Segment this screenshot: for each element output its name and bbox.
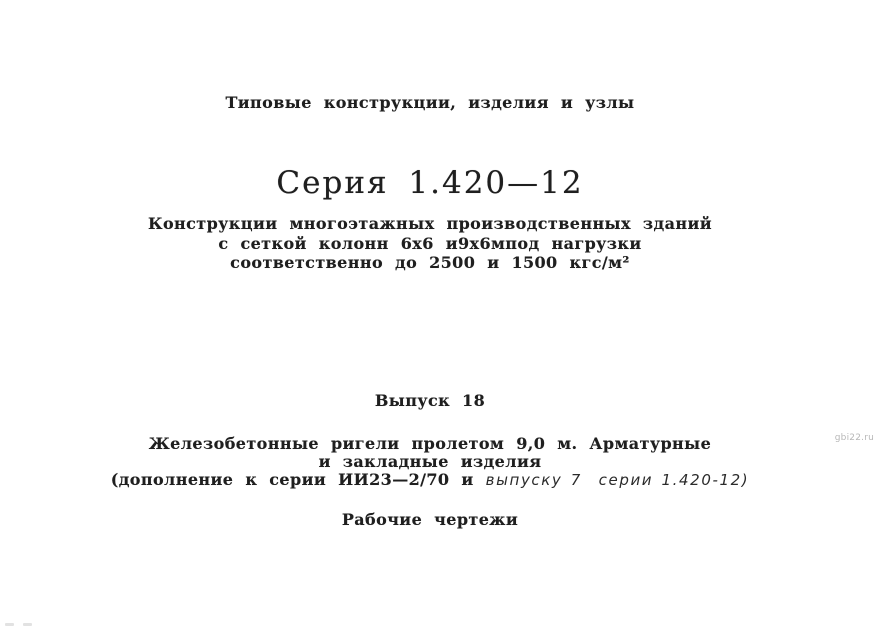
description-block [0,435,860,489]
work-type-label: Рабочие чертежи [341,510,519,529]
scan-artifact [23,623,32,626]
description-line-1: Железобетонные ригели пролетом 9,0 м. Арматурные [148,434,712,453]
subtitle-line-1: Конструкции многоэтажных производственных зданий [147,214,712,233]
subtitle-line-3: соответственно до 2500 и 1500 кгс/м² [230,253,630,272]
series-title: Серия 1.420—12 [276,165,584,201]
site-watermark: gbi22.ru [834,433,874,443]
amendment-prefix: (дополнение к серии ИИ23—2/70 и [110,469,486,489]
document-subtitle [0,214,860,273]
amendment-handwritten-note: выпуску 7 серии 1.420-12) [485,470,750,489]
document-header: Типовые конструкции, изделия и узлы [225,93,635,112]
subtitle-line-2: с сеткой колонн 6х6 и9х6мпод нагрузки [218,233,642,253]
description-line-3 [0,471,860,490]
description-line-2: и закладные изделия [318,451,542,471]
scan-artifact [5,623,14,626]
issue-label: Выпуск 18 [374,391,486,410]
